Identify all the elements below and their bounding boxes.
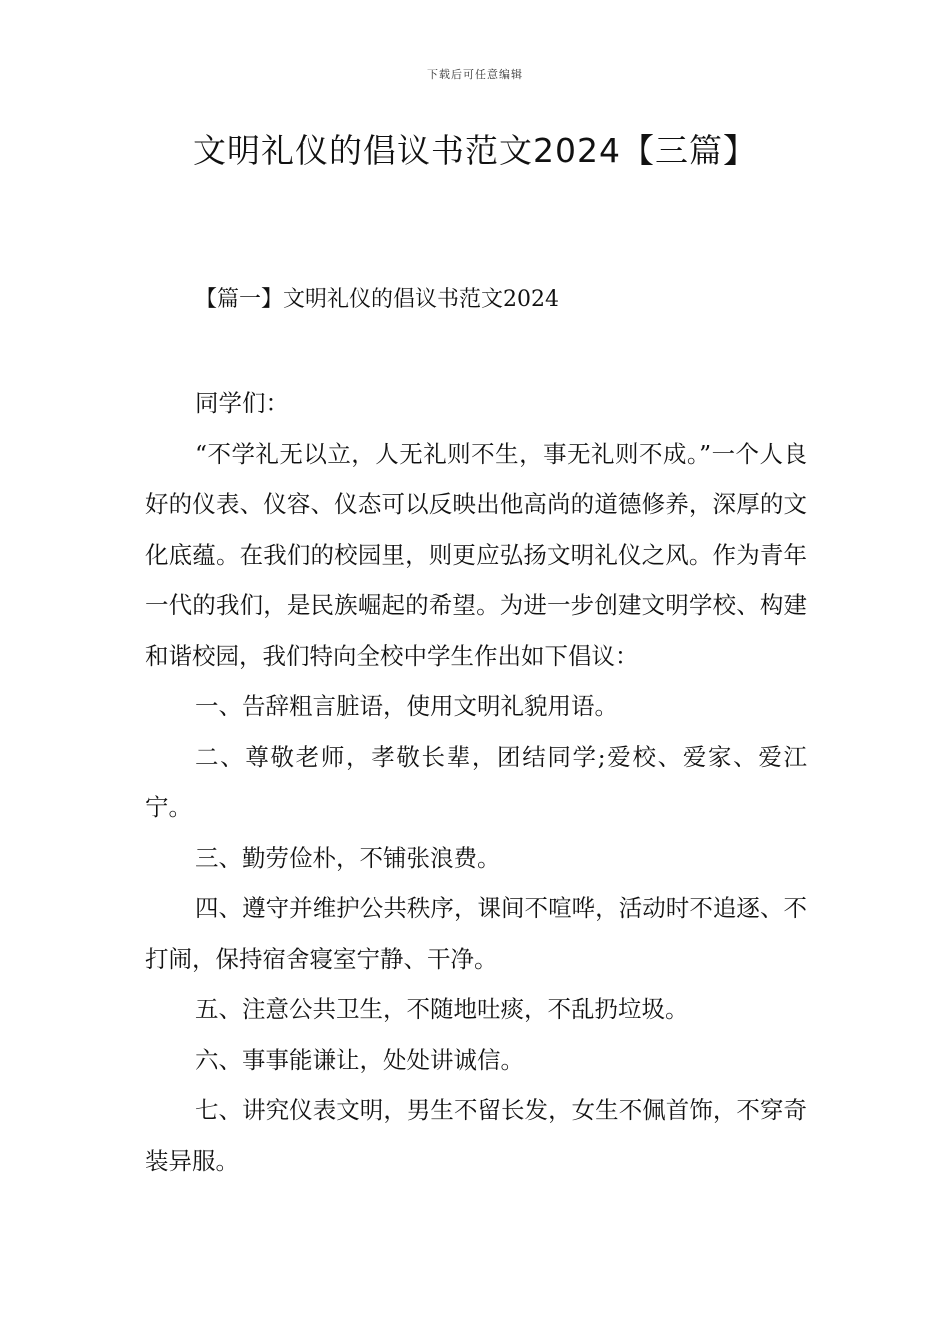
paragraph-item-1: 一、告辞粗言脏语，使用文明礼貌用语。	[195, 692, 618, 720]
paragraph-item-3: 三、勤劳俭朴，不铺张浪费。	[195, 843, 501, 872]
paragraph-item-4: 四、遵守并维护公共秩序，课间不喧哗，活动时不追逐、不打闹，保持宿舍寝室宁静、干净。	[145, 894, 807, 973]
paragraph-item-2: 二、尊敬老师，孝敬长辈，团结同学;爱校、爱家、爱江宁。	[145, 742, 807, 821]
paragraph-item-6: 六、事事能谦让，处处讲诚信。	[195, 1045, 524, 1074]
document-title: 文明礼仪的倡议书范文2024【三篇】	[193, 131, 757, 170]
header-note: 下载后可任意编辑	[427, 68, 523, 81]
section-heading: 【篇一】文明礼仪的倡议书范文2024	[195, 287, 559, 312]
salutation: 同学们：	[195, 389, 289, 417]
paragraph-item-5: 五、注意公共卫生，不随地吐痰，不乱扔垃圾。	[195, 995, 689, 1023]
document-body	[145, 378, 807, 1186]
paragraph-intro: “不学礼无以立，人无礼则不生，事无礼则不成。”一个人良好的仪表、仪容、仪态可以反映出他高尚的道德修养，深厚的文化底蕴。在我们的校园里，则更应弘扬文明礼仪之风。作为青年一代的我们，是民族崛起的希望。为进一步创建文明学校、构建和谐校园，我们特向全校中学生作出如下倡议：	[145, 439, 807, 670]
paragraph-item-7: 七、讲究仪表文明，男生不留长发，女生不佩首饰，不穿奇装异服。	[145, 1096, 807, 1175]
